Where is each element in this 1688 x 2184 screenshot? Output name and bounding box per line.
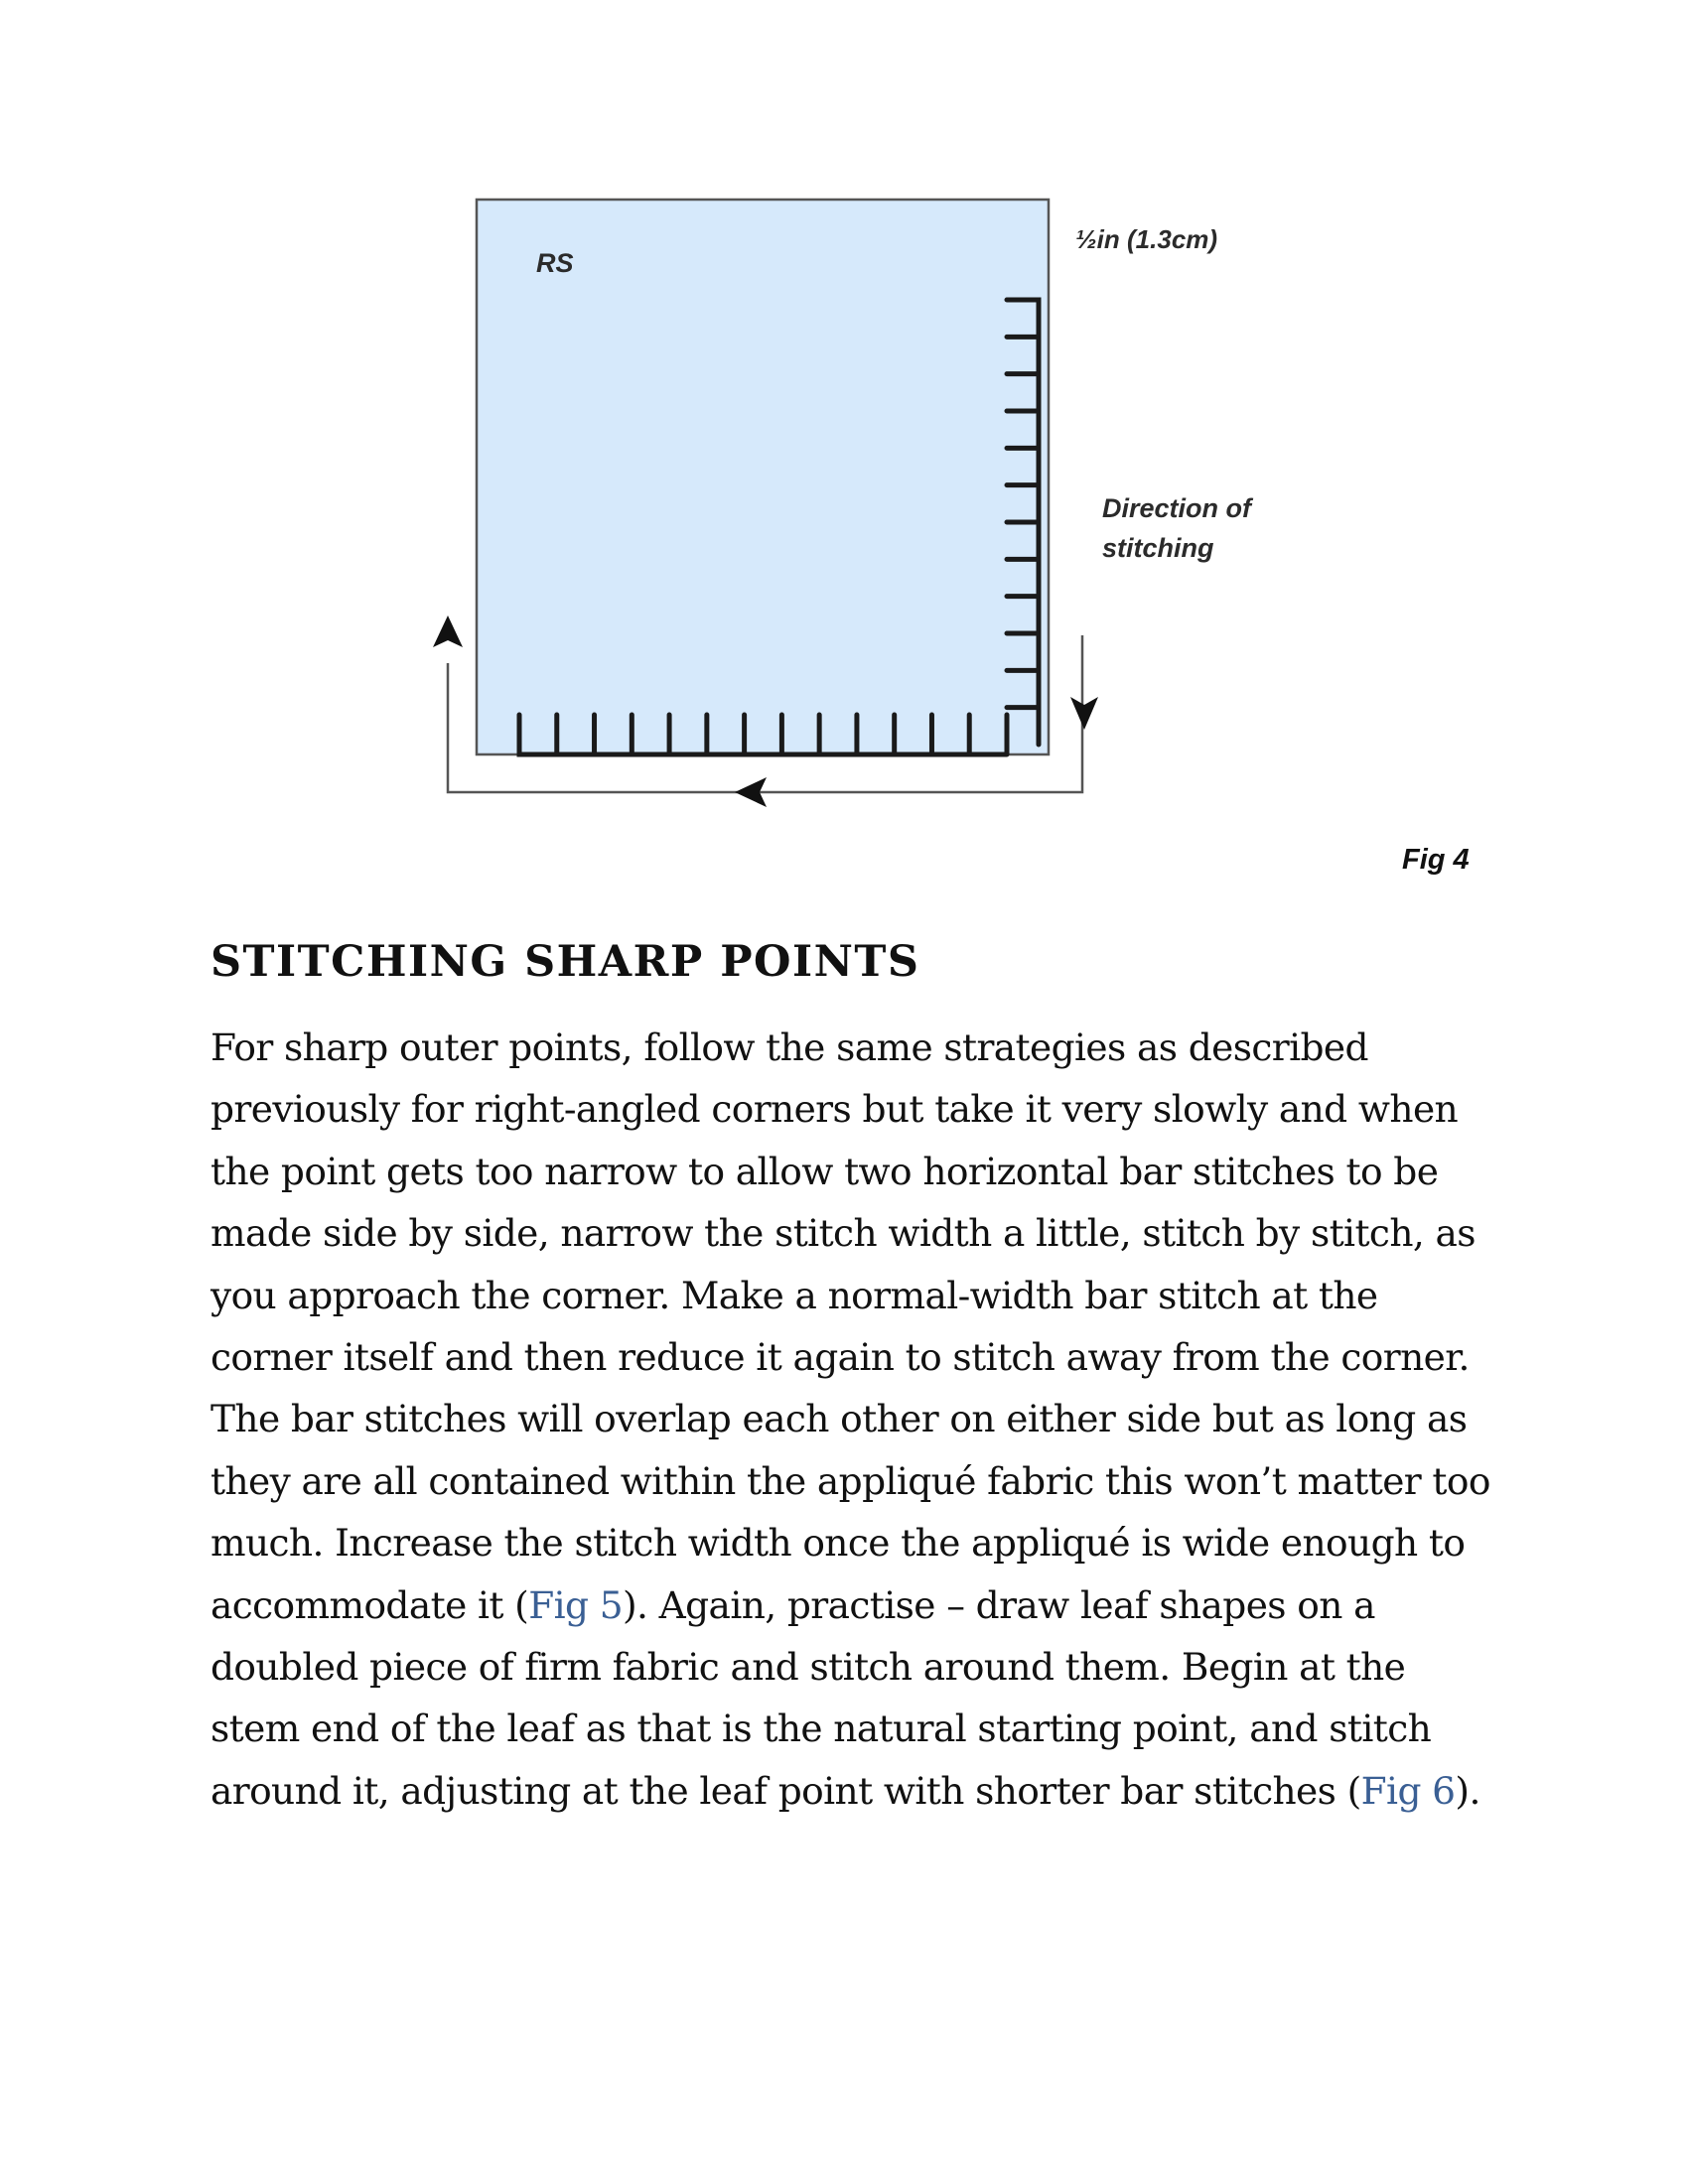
up-arrow-icon bbox=[433, 615, 463, 647]
section-heading: STITCHING SHARP POINTS bbox=[211, 937, 920, 987]
line-text: around it, adjusting at the leaf point with shorter bar stitches ( bbox=[211, 1768, 1361, 1813]
paragraph-line: The bar stitches will overlap each other on either side but as long as bbox=[211, 1397, 1468, 1441]
paragraph-line: the point gets too narrow to allow two horizontal bar stitches to be bbox=[211, 1149, 1439, 1193]
line-text: ). bbox=[1455, 1768, 1480, 1813]
body-paragraph bbox=[211, 1017, 1501, 1822]
figure-reference-link[interactable]: Fig 6 bbox=[1360, 1768, 1456, 1813]
down-arrow-icon bbox=[1070, 697, 1098, 730]
paragraph-line: much. Increase the stitch width once the appliqué is wide enough to bbox=[211, 1521, 1466, 1566]
direction-label-line-2: stitching bbox=[1102, 533, 1214, 563]
direction-label-line-1: Direction of bbox=[1102, 493, 1252, 523]
paragraph-line: corner itself and then reduce it again to stitch away from the corner. bbox=[211, 1335, 1470, 1380]
paragraph-line: previously for right-angled corners but take it very slowly and when bbox=[211, 1087, 1459, 1132]
stitching-diagram bbox=[0, 0, 1688, 923]
paragraph-line: doubled piece of firm fabric and stitch around them. Begin at the bbox=[211, 1645, 1406, 1690]
paragraph-line bbox=[211, 1760, 1501, 1822]
line-text: ). Again, practise – draw leaf shapes on a bbox=[623, 1582, 1375, 1627]
applique-fabric bbox=[477, 200, 1049, 754]
seam-allowance-label: ½in (1.3cm) bbox=[1075, 224, 1218, 254]
direction-of-stitching-label bbox=[1102, 488, 1251, 568]
paragraph-line: you approach the corner. Make a normal-width bar stitch at the bbox=[211, 1273, 1378, 1317]
right-side-label: RS bbox=[536, 248, 574, 278]
paragraph-line bbox=[211, 1574, 1501, 1636]
paragraph-line: For sharp outer points, follow the same strategies as described bbox=[211, 1025, 1368, 1069]
figure-caption: Fig 4 bbox=[1402, 844, 1470, 876]
diagram-graphic bbox=[0, 0, 1688, 923]
figure-reference-link[interactable]: Fig 5 bbox=[528, 1582, 623, 1627]
paragraph-line: made side by side, narrow the stitch width a little, stitch by stitch, as bbox=[211, 1211, 1476, 1256]
line-text: accommodate it ( bbox=[211, 1582, 529, 1627]
paragraph-line: they are all contained within the appliqué fabric this won’t matter too bbox=[211, 1458, 1490, 1503]
paragraph-line: stem end of the leaf as that is the natural starting point, and stitch bbox=[211, 1706, 1432, 1751]
